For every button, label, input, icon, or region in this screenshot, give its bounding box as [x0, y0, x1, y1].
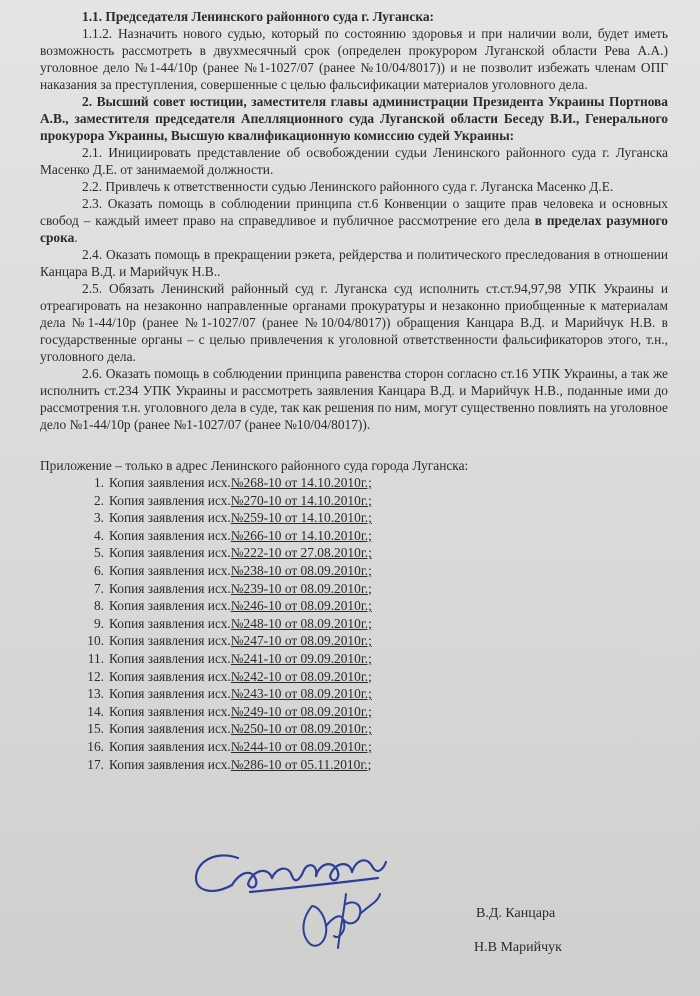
annex-item-label: Копия заявления исх. [109, 738, 231, 754]
annex-item-number: 13. [87, 686, 104, 702]
annex-item-reference: №249-10 от 08.09.2010г.; [230, 703, 372, 719]
annex-item-label: Копия заявления исх. [109, 633, 231, 649]
annex-item-label: Копия заявления исх. [109, 615, 231, 631]
annex-item [80, 685, 668, 703]
annex-item-label: Копия заявления исх. [109, 475, 231, 490]
paragraph-2-6: 2.6. Оказать помощь в соблюдении принципа равенства сторон согласно ст.16 УПК Украины, а так же исполнить ст.234 УПК Украины и рассмотреть заявления Канцара В.Д. и Марийчук Н.В., поданные ими до рассмотрения т.н. уголовного дела в суде, так как решения по ним, могут существенно повлиять на уголовное дело №1-44/10р (ранее №1-1027/07 (ранее №10/04/8017)). [40, 366, 668, 432]
annex-item-number: 9. [93, 615, 104, 631]
annex-item-number: 10. [87, 633, 104, 649]
document-body [40, 8, 668, 773]
annex-item-number: 5. [93, 545, 104, 561]
annex-item-number: 8. [93, 598, 104, 614]
annex-item-reference: №244-10 от 08.09.2010г.; [230, 738, 372, 754]
annex-item [80, 720, 668, 738]
paragraph-2-1: 2.1. Инициировать представление об освобождении судьи Ленинского районного суда г. Луганска Масенко Д.Е. от занимаемой должности. [40, 145, 668, 177]
signature-mariychuk-icon [303, 894, 380, 948]
annex-item-label: Копия заявления исх. [109, 686, 231, 702]
section-2-heading: 2. Высший совет юстиции, заместителя главы администрации Президента Украины Портнова А.В., заместителя председателя Апелляционного суда Луганской области Беседу В.И., Генерального прокурора Украины, Высшую квалификационную комиссию судей Украины: [40, 94, 668, 143]
annex-item-label: Копия заявления исх. [109, 562, 231, 578]
spacer [40, 433, 668, 457]
paragraph-2-3-emphasis: в пределах разумного срока [40, 213, 668, 245]
annex-item-number: 14. [87, 703, 104, 719]
annex-item [80, 527, 668, 545]
annex-item-label: Копия заявления исх. [109, 756, 231, 772]
annex-item-number: 4. [93, 527, 104, 543]
annex-item-label: Копия заявления исх. [109, 598, 231, 614]
annex-item [80, 615, 668, 633]
paragraph-2-3 [40, 195, 668, 246]
annex-item-reference: №222-10 от 27.08.2010г.; [230, 545, 372, 561]
annex-item [80, 738, 668, 756]
annex-item-number: 16. [87, 738, 104, 754]
annex-item-label: Копия заявления исх. [109, 721, 231, 737]
annex-item-reference: №242-10 от 08.09.2010г.; [230, 668, 372, 684]
annex-item [80, 597, 668, 615]
annex-item-number: 3. [93, 510, 104, 526]
annex-item-number: 6. [93, 562, 104, 578]
annex-item-reference: №247-10 от 08.09.2010г.; [230, 633, 372, 649]
annex-item-reference: №266-10 от 14.10.2010г.; [230, 527, 372, 543]
annex-item-reference: №238-10 от 08.09.2010г.; [230, 562, 372, 578]
annex-item-number: 2. [93, 492, 104, 508]
annex-item-number: 12. [87, 668, 104, 684]
annex-item-label: Копия заявления исх. [109, 545, 231, 561]
paragraph-2-2: 2.2. Привлечь к ответственности судью Ленинского районного суда г. Луганска Масенко Д.Е. [82, 179, 614, 194]
annex-title: Приложение – только в адрес Ленинского районного суда города Луганска: [40, 458, 469, 473]
paragraph-2-5: 2.5. Обязать Ленинский районный суд г. Луганска суд исполнить ст.ст.94,97,98 УПК Украины и отреагировать на незаконно направленные органами прокуратуры и незаконно приобщенные к материалам дела №1-44/10р (ранее №1-1027/07 (ранее №10/04/8017)) обращения Канцара В.Д. и Марийчук Н.В. в государственные органы – с целью привлечения к уголовной ответственности фальсификаторов этого, т.н., уголовного дела. [40, 281, 668, 364]
annex-item-label: Копия заявления исх. [109, 510, 231, 526]
annex-item-reference: №286-10 от 05.11.2010г.; [230, 756, 372, 772]
annex-item [80, 562, 668, 580]
annex-item-label: Копия заявления исх. [109, 650, 231, 666]
annex-item [80, 580, 668, 598]
annex-item-reference: №239-10 от 08.09.2010г.; [230, 580, 372, 596]
annex-item-number: 17. [87, 756, 104, 772]
annex-item [80, 509, 668, 527]
annex-item-reference: №241-10 от 09.09.2010г.; [230, 650, 372, 666]
annex-item [80, 474, 668, 492]
annex-item-label: Копия заявления исх. [109, 703, 231, 719]
annex-item-label: Копия заявления исх. [109, 580, 231, 596]
annex-item [80, 756, 668, 774]
paragraph-2-4: 2.4. Оказать помощь в прекращении рэкета, рейдерства и политического преследования в отношении Канцара В.Д. и Марийчук Н.В.. [40, 247, 668, 279]
annex-list [40, 474, 668, 773]
annex-item-reference: №270-10 от 14.10.2010г.; [230, 492, 372, 508]
paragraph-1-1-2: 1.1.2. Назначить нового судью, который по состоянию здоровья и при наличии воли, будет иметь возможность рассмотреть в двухмесячный срок (определен прокурором Луганской области Рева А.А.) уголовное дело №1-44/10р (ранее №1-1027/07 (ранее №10/04/8017)) и не позволит избежать членам ОПГ наказания за преступления, совершенные с целью фальсификации материалов уголовного дела. [40, 26, 668, 92]
annex-item-label: Копия заявления исх. [109, 668, 231, 684]
annex-item-number: 7. [93, 580, 104, 596]
annex-item [80, 703, 668, 721]
signature-kantsara-icon [196, 855, 386, 892]
signer-name-1: В.Д. Канцара [476, 906, 556, 921]
annex-item-reference: №268-10 от 14.10.2010г.; [230, 475, 372, 490]
annex-item [80, 544, 668, 562]
paragraph-2-3-end: . [74, 230, 78, 245]
annex-item-reference: №250-10 от 08.09.2010г.; [230, 721, 372, 737]
paragraph-2-3-text: 2.3. Оказать помощь в соблюдении принципа ст.6 Конвенции о защите прав человека и основных свобод – каждый имеет право на справедливое и публичное рассмотрение его дела [40, 196, 668, 228]
annex-item-reference: №246-10 от 08.09.2010г.; [230, 598, 372, 614]
annex-item-number: 15. [87, 721, 104, 737]
annex-item-label: Копия заявления исх. [109, 527, 231, 543]
annex-item [80, 492, 668, 510]
annex-item-reference: №248-10 от 08.09.2010г.; [230, 615, 372, 631]
annex-item [80, 632, 668, 650]
section-1-heading: 1.1. Председателя Ленинского районного суда г. Луганска: [82, 9, 435, 24]
signer-name-2: Н.В Марийчук [474, 940, 562, 955]
annex-item-reference: №259-10 от 14.10.2010г.; [230, 510, 372, 526]
annex-item-label: Копия заявления исх. [109, 492, 231, 508]
annex-item-reference: №243-10 от 08.09.2010г.; [230, 686, 372, 702]
annex-item-number: 1. [93, 475, 104, 490]
annex-item-number: 11. [87, 650, 104, 666]
annex-item [80, 668, 668, 686]
annex-item [80, 650, 668, 668]
